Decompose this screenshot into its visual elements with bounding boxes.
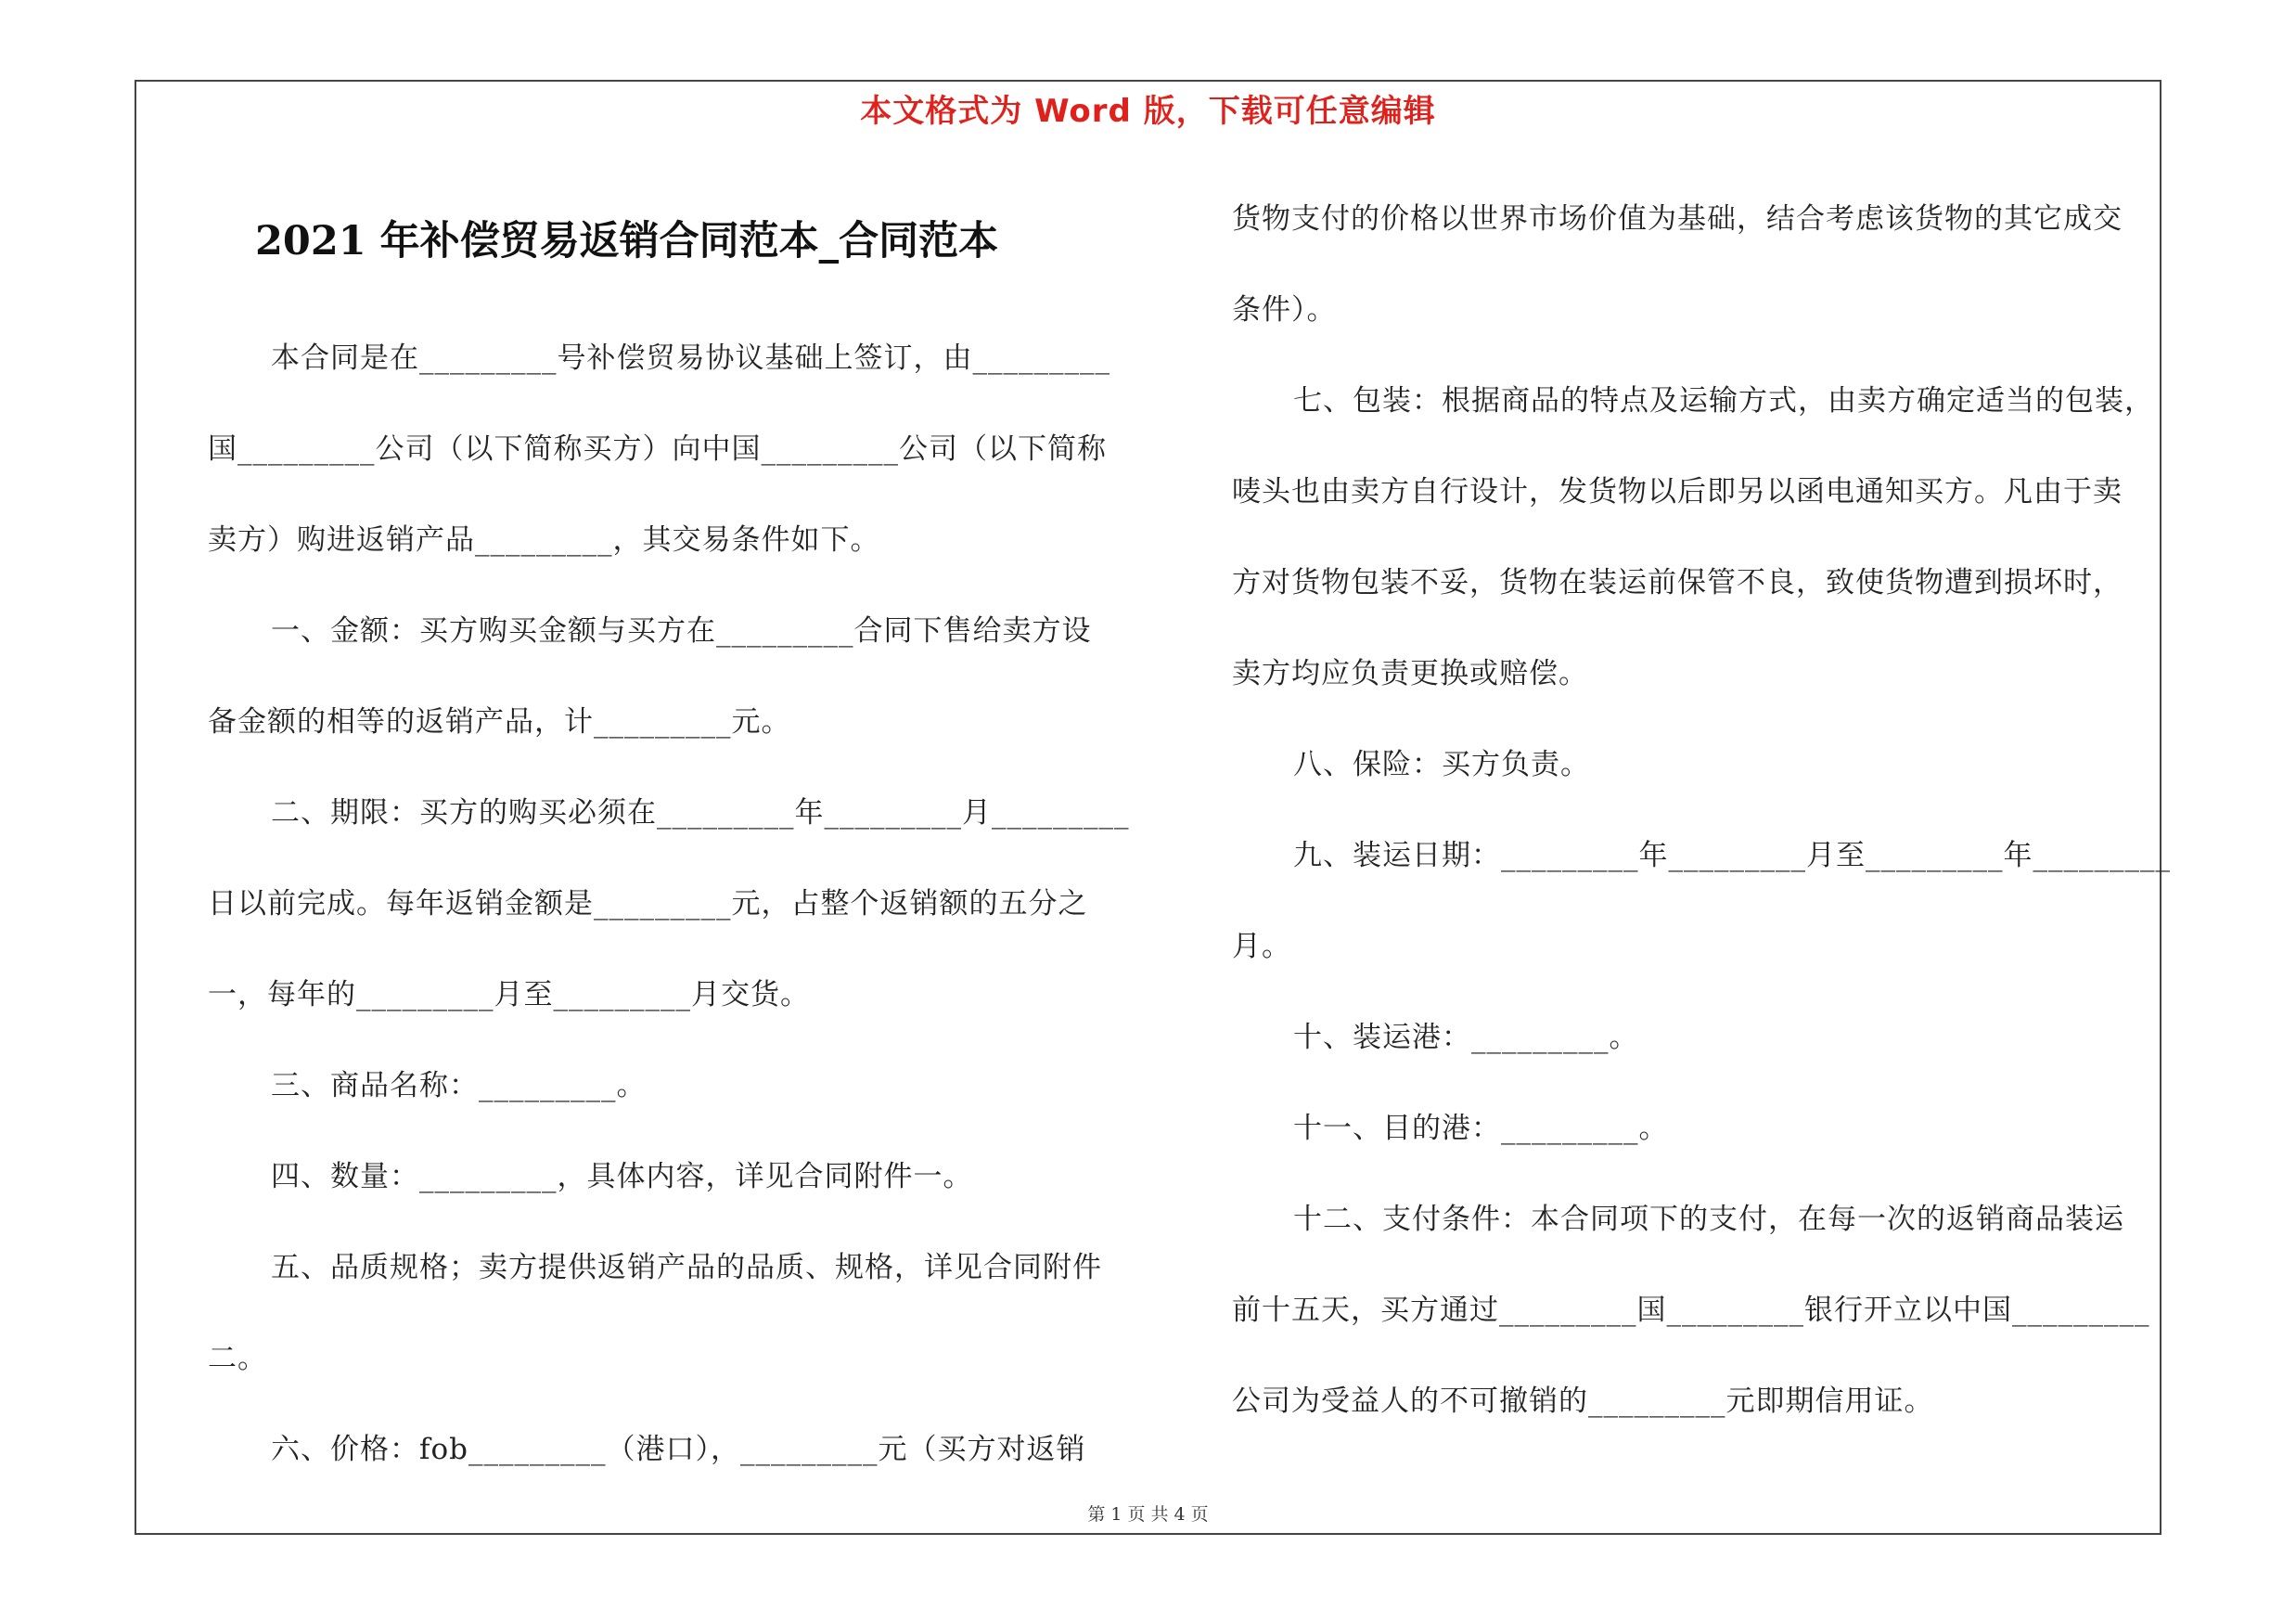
right-line-3: 七、包装：根据商品的特点及运输方式，由卖方确定适当的包装， [1293,384,2154,418]
right-line-10: 十、装运港：_________。 [1293,1021,1639,1054]
left-line-11: 五、品质规格；卖方提供返销产品的品质、规格，详见合同附件 [271,1251,1102,1284]
left-line-4: 一、金额：买方购买金额与买方在_________合同下售给卖方设 [271,614,1092,648]
left-line-7: 日以前完成。每年返销金额是_________元，占整个返销额的五分之 [208,887,1088,921]
right-line-11: 十一、目的港：_________。 [1293,1112,1669,1145]
right-line-4: 唛头也由卖方自行设计，发货物以后即另以函电通知买方。凡由于卖 [1232,475,2123,509]
left-line-9: 三、商品名称：_________。 [271,1069,647,1102]
left-line-2: 国_________公司（以下简称买方）向中国_________公司（以下简称 [208,432,1107,466]
left-line-8: 一，每年的_________月至_________月交货。 [208,978,810,1011]
page-number-footer: 第 1 页 共 4 页 [1087,1504,1209,1525]
right-line-8: 九、装运日期：_________年_________月至_________年_________ [1293,839,2171,872]
left-line-13: 六、价格：fob_________（港口），_________元（买方对返销 [271,1433,1086,1466]
left-line-1: 本合同是在_________号补偿贸易协议基础上签订，由_________ [271,341,1110,375]
left-line-12: 二。 [208,1342,267,1375]
right-line-6: 卖方均应负责更换或赔偿。 [1232,657,1588,690]
right-line-14: 公司为受益人的不可撤销的_________元即期信用证。 [1232,1385,1934,1418]
right-line-5: 方对货物包装不妥，货物在装运前保管不良，致使货物遭到损坏时， [1232,566,2123,599]
word-format-banner: 本文格式为 Word 版，下载可任意编辑 [860,93,1436,130]
left-line-3: 卖方）购进返销产品_________，其交易条件如下。 [208,523,880,557]
right-line-7: 八、保险：买方负责。 [1293,748,1590,781]
left-line-10: 四、数量：_________，具体内容，详见合同附件一。 [271,1160,973,1193]
right-line-13: 前十五天，买方通过_________国_________银行开立以中国_________ [1232,1294,2150,1327]
right-line-2: 条件）。 [1232,293,1337,327]
left-line-6: 二、期限：买方的购买必须在_________年_________月_________ [271,796,1130,830]
right-line-9: 月。 [1232,930,1291,963]
right-line-1: 货物支付的价格以世界市场价值为基础，结合考虑该货物的其它成交 [1232,202,2123,236]
left-line-5: 备金额的相等的返销产品，计_________元。 [208,705,791,739]
document-title: 2021 年补偿贸易返销合同范本_合同范本 [255,218,999,264]
right-line-12: 十二、支付条件：本合同项下的支付，在每一次的返销商品装运 [1293,1203,2124,1236]
